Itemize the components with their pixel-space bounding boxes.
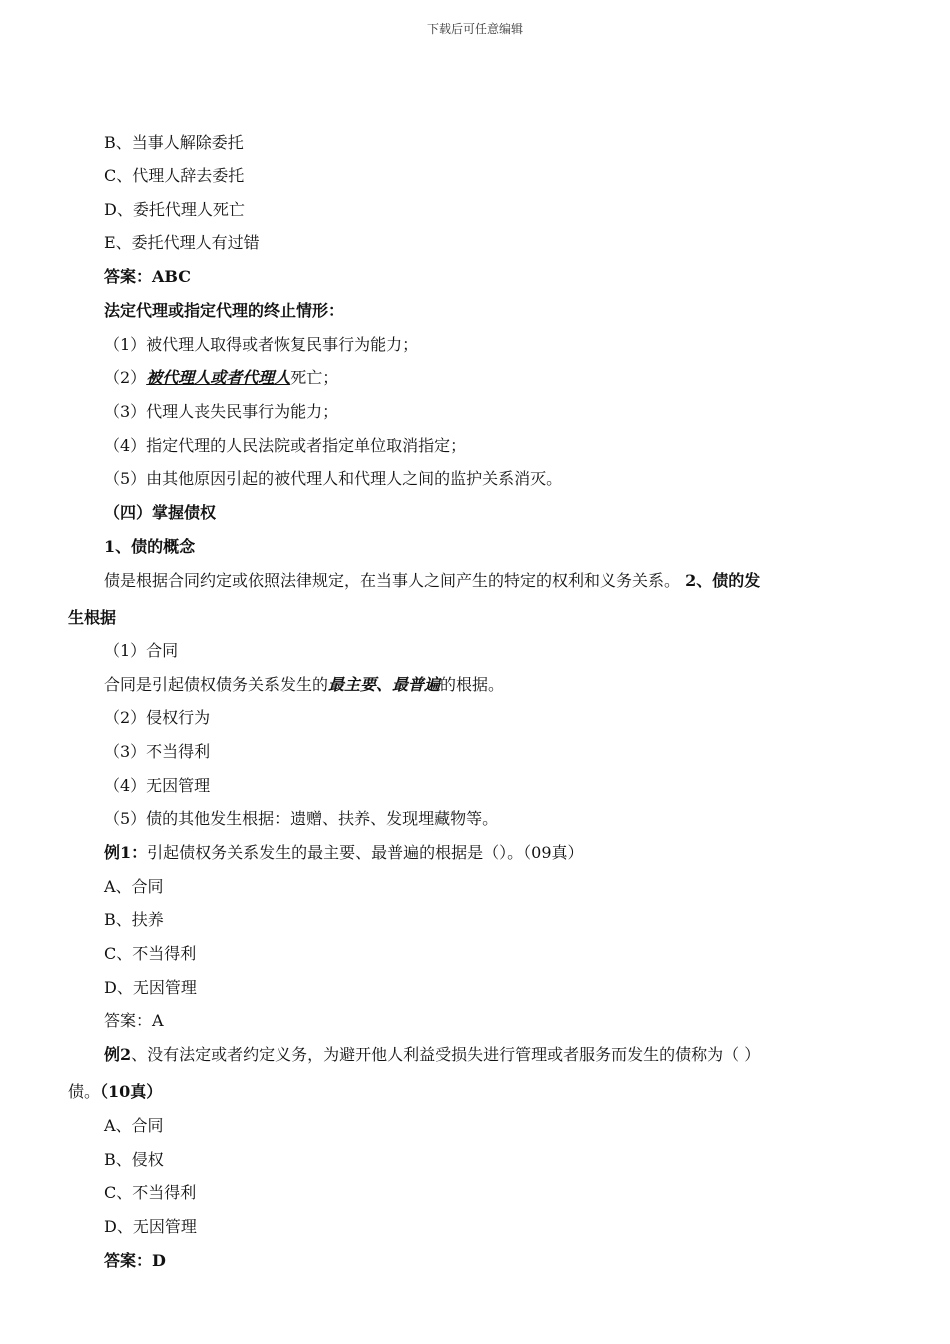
- list-item: （1）合同: [104, 641, 179, 660]
- list-item: （4）无因管理: [104, 776, 211, 795]
- paragraph-text: 债是根据合同约定或依照法律规定，在当事人之间产生的特定的权利和义务关系。: [104, 571, 681, 590]
- page-header: 下载后可任意编辑: [426, 22, 523, 36]
- option-d-line: D、委托代理人死亡: [104, 200, 245, 219]
- list-item: （2）侵权行为: [104, 708, 211, 727]
- option-c-line: C、不当得利: [104, 944, 197, 963]
- paragraph: [104, 571, 760, 591]
- paragraph-text: 合同是引起债权债务关系发生的: [104, 675, 329, 694]
- option-b-line: B、扶养: [104, 910, 164, 929]
- option-b-line: B、侵权: [104, 1150, 164, 1169]
- subsection-heading: 2、债的发: [685, 571, 761, 590]
- option-c-line: C、不当得利: [104, 1183, 197, 1202]
- question-text: 、没有法定或者约定义务，为避开他人利益受损失进行管理或者服务而发生的债称为（ ）: [131, 1045, 761, 1064]
- list-item-number: （2）: [104, 368, 147, 387]
- paragraph: [104, 675, 504, 695]
- question-line: [104, 843, 584, 863]
- option-d-line: D、无因管理: [104, 1217, 197, 1236]
- list-item: （5）由其他原因引起的被代理人和代理人之间的监护关系消灭。: [104, 469, 563, 488]
- list-item: [104, 368, 338, 388]
- list-item-text: 死亡；: [290, 368, 339, 387]
- section-heading: （四）掌握债权: [104, 503, 217, 522]
- section-heading: 法定代理或指定代理的终止情形：: [104, 301, 345, 320]
- option-a-line: A、合同: [104, 877, 164, 896]
- subsection-heading: 1、债的概念: [104, 537, 196, 556]
- option-e-line: E、委托代理人有过错: [104, 233, 260, 252]
- question-label: 例2: [104, 1045, 132, 1064]
- list-item: （5）债的其他发生根据：遗赠、扶养、发现埋藏物等。: [104, 809, 499, 828]
- answer-line: 答案：A: [104, 1011, 164, 1030]
- paragraph-text: 的根据。: [440, 675, 505, 694]
- answer-line: 答案：ABC: [104, 267, 191, 286]
- question-source: （10真）: [100, 1082, 163, 1101]
- question-line: [104, 1045, 760, 1065]
- option-d-line: D、无因管理: [104, 978, 197, 997]
- subsection-heading-continued: 生根据: [68, 608, 117, 627]
- question-line-continued: [68, 1082, 162, 1102]
- question-text: 债。: [68, 1082, 101, 1101]
- list-item: （3）不当得利: [104, 742, 211, 761]
- option-c-line: C、代理人辞去委托: [104, 166, 245, 185]
- option-a-line: A、合同: [104, 1116, 164, 1135]
- question-text: 引起债权务关系发生的最主要、最普遍的根据是（）。（09真）: [147, 843, 584, 862]
- list-item: （1）被代理人取得或者恢复民事行为能力；: [104, 335, 419, 354]
- option-b-line: B、当事人解除委托: [104, 133, 244, 152]
- answer-line: 答案：D: [104, 1251, 166, 1270]
- list-item: （4）指定代理的人民法院或者指定单位取消指定；: [104, 436, 467, 455]
- list-item: （3）代理人丧失民事行为能力；: [104, 402, 339, 421]
- question-label: 例1：: [104, 843, 148, 862]
- emphasis-text: 被代理人或者代理人: [146, 368, 291, 387]
- emphasis-text: 最主要、最普遍: [328, 675, 441, 694]
